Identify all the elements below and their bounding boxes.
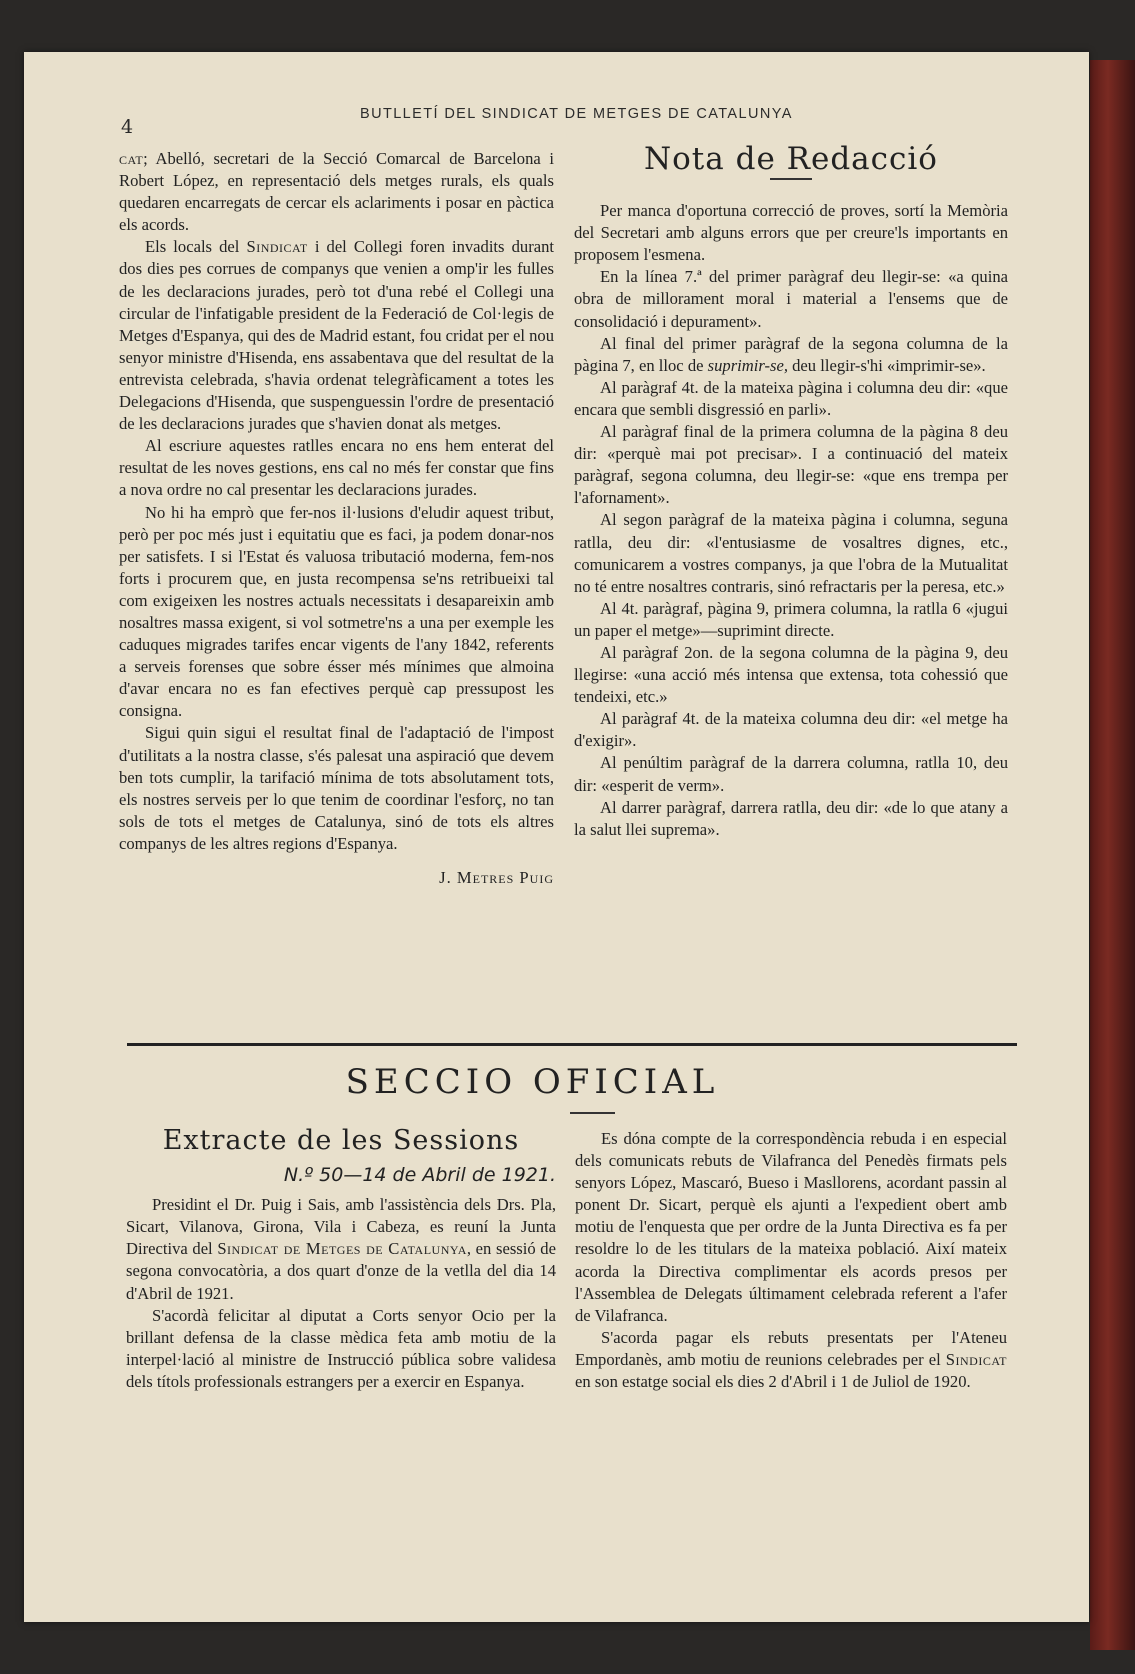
paragraph [574,333,1008,377]
paragraph [119,148,554,236]
paragraph-text: Al final del primer paràgraf de la segona columna de la pàgina 7, en lloc de [574,333,1008,375]
paragraph-text: , en sessió de segona convocatòria, a dos quart d'onze de la vetlla del dia 14 d'Abril de 1921. [126,1239,556,1303]
paragraph: Al paràgraf 2on. de la segona columna de la pàgina 9, deu llegirse: «una acció més intensa que extensa, tota cohessió que tendeixi, etc.» [574,642,1008,707]
paragraph: Sigui quin sigui el resultat final de l'adaptació de l'impost d'utilitats a la nostra classe, s'és palesat una aspiració que devem ben tots cumplir, la tarifació mínima de tots absolutament tots, els nostres serveis per lo que tenim de coordinar l'esforç, no tan sols de tots el metges de Catalunya, sinó de tots els altres companys de les altres regions d'Espanya. [119,723,554,853]
left-column [119,148,554,889]
extracte-column [126,1125,556,1393]
divider [570,1112,615,1114]
section-divider [127,1043,1017,1046]
paragraph: Al penúltim paràgraf de la darrera columna, ratlla 10, deu dir: «esperit de verm». [574,753,1008,795]
paragraph: Al darrer paràgraf, darrera ratlla, deu dir: «de lo que atany a la salut llei suprema». [574,797,1008,839]
book-binding [1090,60,1135,1650]
small-caps-text: Sindicat [945,1349,1007,1369]
section-title: SECCIO OFICIAL [345,1062,720,1102]
divider [770,178,812,180]
paragraph: S'acordà felicitar al diputat a Corts senyor Ocio per la brillant defensa de la classe mèdica feta amb motiu de la interpel·lació al ministre de Instrucció pública sobre validesa dels títols professionals estrangers per a exercir en Espanya. [126,1305,556,1391]
small-caps-text: cat [119,149,144,168]
paragraph: Es dóna compte de la correspondència rebuda i en especial dels comunicats rebuts de Vilafranca del Penedès firmats pels senyors López, Mascaró, Bueso i Masllorens, acordant passin al ponent Dr. Sicart, perquè els ajunti a l'expedient obert amb motiu de l'enquesta que per ordre de la Junta Directiva es fa per resoldre lo de les titulars de la mateixa població. Així mateix acorda la Directiva complimentar els acords presos per l'Assemblea de Delegats últimament celebrada referent a l'afer de Vilafranca. [575,1129,1007,1325]
paragraph: Per manca d'oportuna correcció de proves, sortí la Memòria del Secretari amb alguns errors que per creure'ls importants en proposem l'esmena. [574,201,1008,265]
small-caps-text: Sindicat de Metges de Catalunya [217,1239,467,1259]
paragraph-text: en son estatge social els dies 2 d'Abril i 1 de Juliol de 1920. [575,1372,971,1392]
extracte-title: Extracte de les Sessions [162,1125,520,1156]
emphasis-text: suprimir-se, [707,355,788,375]
paragraph: Al segon paràgraf de la mateixa pàgina i columna, seguna ratlla, deu dir: «l'entusiasme de vosaltres dignes, etc., comunicarem a vostres companys, ja que l'obra de la Mutualitat no té entre nosaltres contraris, sinó refractaris per la peresa, etc.» [574,510,1008,596]
paragraph-text: ; Abelló, secretari de la Secció Comarcal de Barcelona i Robert López, en representació dels metges rurals, els quals quedaren encarregats de cercar els aclariments i posar en pàctica els acords. [119,149,554,235]
paragraph: En la línea 7.ª del primer paràgraf deu llegir-se: «a quina obra de millorament moral i material a l'ensems que de consolidació i depurament». [574,267,1008,331]
paragraph: Al paràgraf 4t. de la mateixa pàgina i columna deu dir: «que encara que sembli disgressió en parli». [574,377,1008,419]
nota-column [574,141,1008,841]
paragraph [126,1194,556,1304]
paragraph-text: Presidint el Dr. Puig i Sais, amb l'assistència dels Drs. Pla, Sicart, Vilanova, Girona, Vila i Cabeza, es reuní la Junta Directiva del [126,1195,556,1259]
paragraph: Al paràgraf final de la primera columna de la pàgina 8 deu dir: «perquè mai pot precisar». I a continuació del mateix paràgraf, segona columna, deu llegir-se: «que ens trempa per l'afornament». [574,422,1008,508]
session-number: N.º 50—14 de Abril de 1921. [283,1164,556,1187]
signature: J. Metres Puig [439,868,554,887]
paragraph: No hi ha emprò que fer-nos il·lusions d'eludir aquest tribut, però per poc més just i equitatiu que es faci, ja podem donar-nos per satisfets. I si l'Estat és valuosa tributació moderna, fem-nos forts i procurem que, en justa recompensa se'ns retribueixi tal com exigeixen les nostres actuals necessitats i desapareixin amb nosaltres massa exigent, si vol sotmetre'ns a una per exemple les caduques migrades tarifes encar vigents de l'any 1842, referents a serveis forenses que sobre ésser més mínimes que almoina d'avar encara no es fan efectives perquè cap pressupost les consigna. [119,502,554,721]
running-title: BUTLLETÍ DEL SINDICAT DE METGES DE CATALUNYA [360,106,793,122]
paragraph: Al 4t. paràgraf, pàgina 9, primera columna, la ratlla 6 «jugui un paper el metge»—suprimint directe. [574,598,1008,640]
paragraph [119,236,554,435]
paragraph [575,1327,1007,1393]
paragraph-text: Els locals del [145,237,247,257]
nota-title: Nota de Redacció [644,141,938,177]
paragraph-text: deu llegir-s'hi «imprimir-se». [787,355,986,375]
extracte-column-2 [575,1128,1007,1393]
paragraph-text: i del Collegi foren invadits durant dos dies pes corrues de companys que venien a omp'ir les fulles de les declaracions jurades, però tot d'una rebé el Collegi una circular de l'infatigable president de la Federació de Col·legis de Metges d'Espanya, qui des de Madrid estant, fou cridat per el nou senyor ministre d'Hisenda, ens assabentava que del resultat de la entrevista celebrada, s'havia ordenat telegràficament a totes les Delegacions d'Hisenda, que suspenguessin l'ordre de presentació de les declaracions jurades que s'havien donat als metges. [119,237,554,434]
paragraph: Al paràgraf 4t. de la mateixa columna deu dir: «el metge ha d'exigir». [574,709,1008,751]
paragraph: Al escriure aquestes ratlles encara no ens hem enterat del resultat de les noves gestions, ens cal no més fer constar que fins a nova ordre no cal presentar les declaracions jurades. [119,436,554,500]
paragraph-text: S'acorda pagar els rebuts presentats per l'Ateneu Empordanès, amb motiu de reunions celebrades per el [575,1327,1007,1369]
page-number: 4 [121,116,134,138]
small-caps-text: Sindicat [246,237,308,257]
